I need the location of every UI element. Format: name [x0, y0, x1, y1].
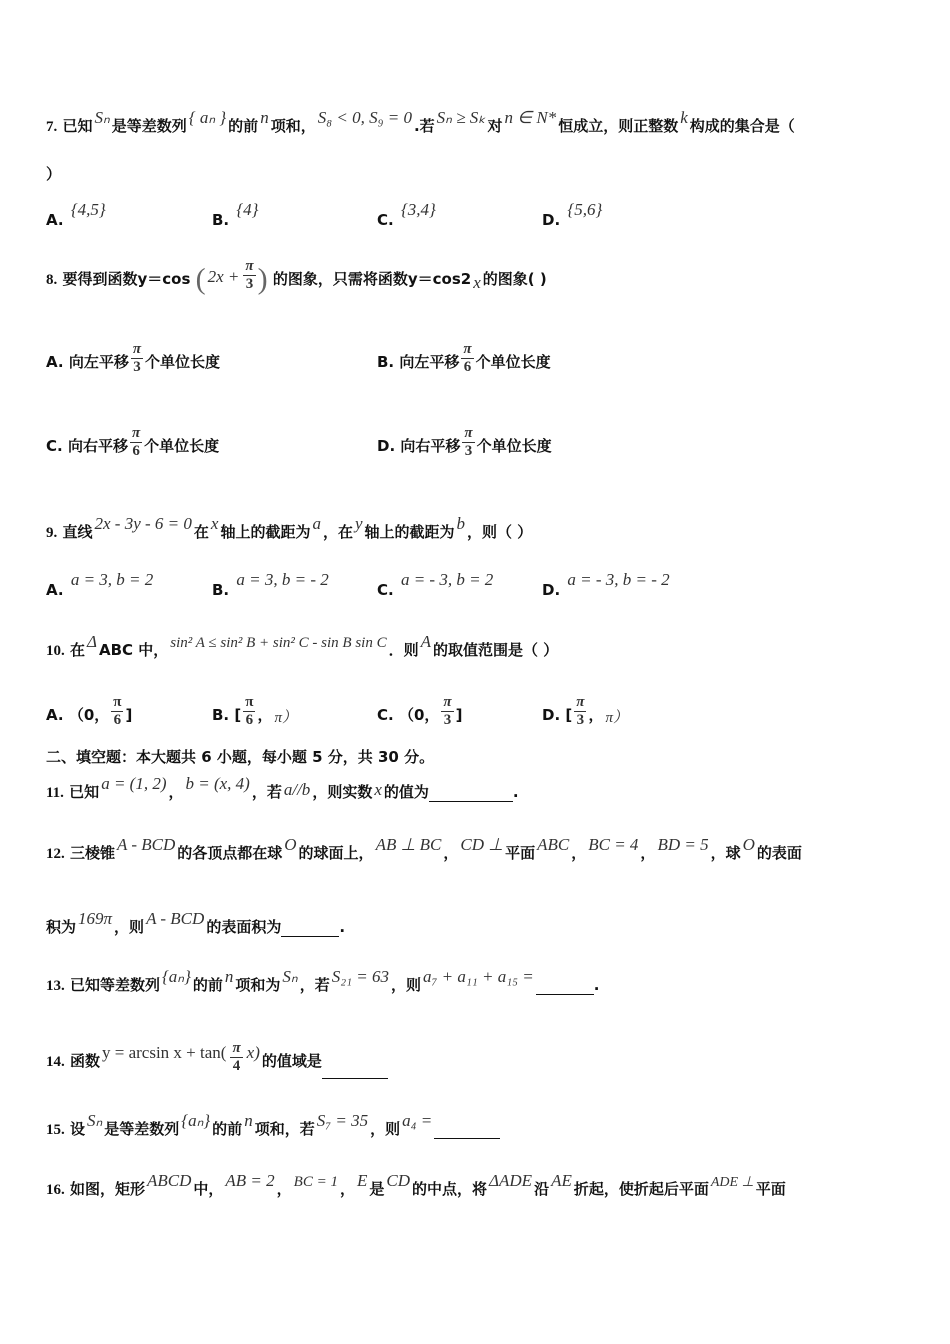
q7-option-c[interactable]: C. {3,4} — [377, 200, 436, 229]
q15-answer-blank[interactable] — [434, 1124, 500, 1139]
q14-number: 14. — [46, 1054, 65, 1070]
q7-line2: ） — [46, 165, 62, 183]
q13-line: 13. 已知等差数列 {aₙ} 的前 n 项和为 Sₙ ，若 S₂₁ = 63 ，则 a₇ + a₁₁ + a₁₅ = . — [46, 967, 600, 994]
q13-number: 13. — [46, 978, 65, 994]
q9-option-c[interactable]: C. a = - 3, b = 2 — [377, 570, 494, 599]
q10-line: 10. 在 Δ ABC 中， sin² A ≤ sin² B + sin² C - sin B sin C ．则 A 的取值范围是（ ） — [46, 632, 559, 659]
q9-number: 9. — [46, 525, 58, 541]
q10-option-d[interactable]: D. [ $\frac{\pi}{3}$ ， π） — [542, 694, 628, 728]
q12-answer-blank[interactable] — [281, 922, 339, 937]
q8-option-c[interactable]: C. 向右平移 $\frac{\pi}{6}$ 个单位长度 — [46, 425, 220, 459]
q8-option-a[interactable]: A. 向左平移 $\frac{\pi}{3}$ 个单位长度 — [46, 341, 221, 375]
q7-option-a[interactable]: A. {4,5} — [46, 200, 106, 229]
q10-number: 10. — [46, 643, 65, 659]
q10-option-c[interactable]: C. （0， $\frac{\pi}{3}$ ] — [377, 694, 463, 728]
q14-fraction: $\frac{\pi}{4}$ — [232, 1040, 241, 1074]
section-heading-fill-in: 二、填空题：本大题共 6 小题，每小题 5 分，共 30 分。 — [46, 748, 435, 766]
q16-line: 16. 如图，矩形 ABCD 中， AB = 2 ， BC = 1 ， E 是 CD 的中点，将 ΔADE 沿 AE 折起，使折起后平面 ADE ⊥ 平面 — [46, 1171, 786, 1198]
q12-line2: 积为 169π ，则 A - BCD 的表面积为 . — [46, 909, 346, 936]
q11-line: 11. 已知 a = (1, 2) ， b = (x, 4) ，若 a//b ，则实数 x 的值为 . — [46, 774, 519, 801]
q7-option-b[interactable]: B. {4} — [212, 200, 259, 229]
q9-option-a[interactable]: A. a = 3, b = 2 — [46, 570, 154, 599]
q9-line: 9. 直线 2x - 3y - 6 = 0 在 x 轴上的截距为 a ，在 y 轴上的截距为 b ，则（ ） — [46, 514, 533, 541]
q11-answer-blank[interactable] — [429, 787, 513, 802]
q7-number: 7. — [46, 119, 58, 135]
q15-number: 15. — [46, 1122, 65, 1138]
q8-line: 8. 要得到函数y＝cos ( 2x + $\frac{\pi}{3}$ ) 的图象，只需将函数y＝cos2 x 的图象( ) — [46, 258, 547, 296]
q8-fraction: $\frac{\pi}{3}$ — [245, 258, 254, 292]
q15-line: 15. 设 Sₙ 是等差数列 {aₙ} 的前 n 项和，若 S₇ = 35 ，则 a₄ = — [46, 1118, 500, 1139]
q16-number: 16. — [46, 1182, 65, 1198]
q8-number: 8. — [46, 272, 58, 288]
q7-line1: 7. 已知 Sₙ 是等差数列 { aₙ } 的前 n 项和， S₈ < 0, S₉ = 0 .若 Sₙ ≥ Sₖ 对 n ∈ N* 恒成立，则正整数 k 构成的集合是（ — [46, 108, 795, 135]
q7-option-d[interactable]: D. {5,6} — [542, 200, 603, 229]
q11-number: 11. — [46, 785, 64, 801]
q8-option-d[interactable]: D. 向右平移 $\frac{\pi}{3}$ 个单位长度 — [377, 425, 552, 459]
q9-option-b[interactable]: B. a = 3, b = - 2 — [212, 570, 329, 599]
q14-line: 14. 函数 y = arcsin x + tan( $\frac{\pi}{4}$ x) 的值域是 — [46, 1044, 388, 1079]
q9-option-d[interactable]: D. a = - 3, b = - 2 — [542, 570, 670, 599]
q14-answer-blank[interactable] — [322, 1064, 388, 1079]
q8-option-b[interactable]: B. 向左平移 $\frac{\pi}{6}$ 个单位长度 — [377, 341, 551, 375]
q10-option-b[interactable]: B. [ $\frac{\pi}{6}$ ， π） — [212, 694, 297, 728]
q12-line1: 12. 三棱锥 A - BCD 的各顶点都在球 O 的球面上， AB ⊥ BC ， CD ⊥ 平面 ABC ， BC = 4 ， BD = 5 ，球 O 的表面 — [46, 835, 802, 862]
q12-number: 12. — [46, 846, 65, 862]
q10-option-a[interactable]: A. （0， $\frac{\pi}{6}$ ] — [46, 694, 133, 728]
q13-answer-blank[interactable] — [536, 980, 594, 995]
